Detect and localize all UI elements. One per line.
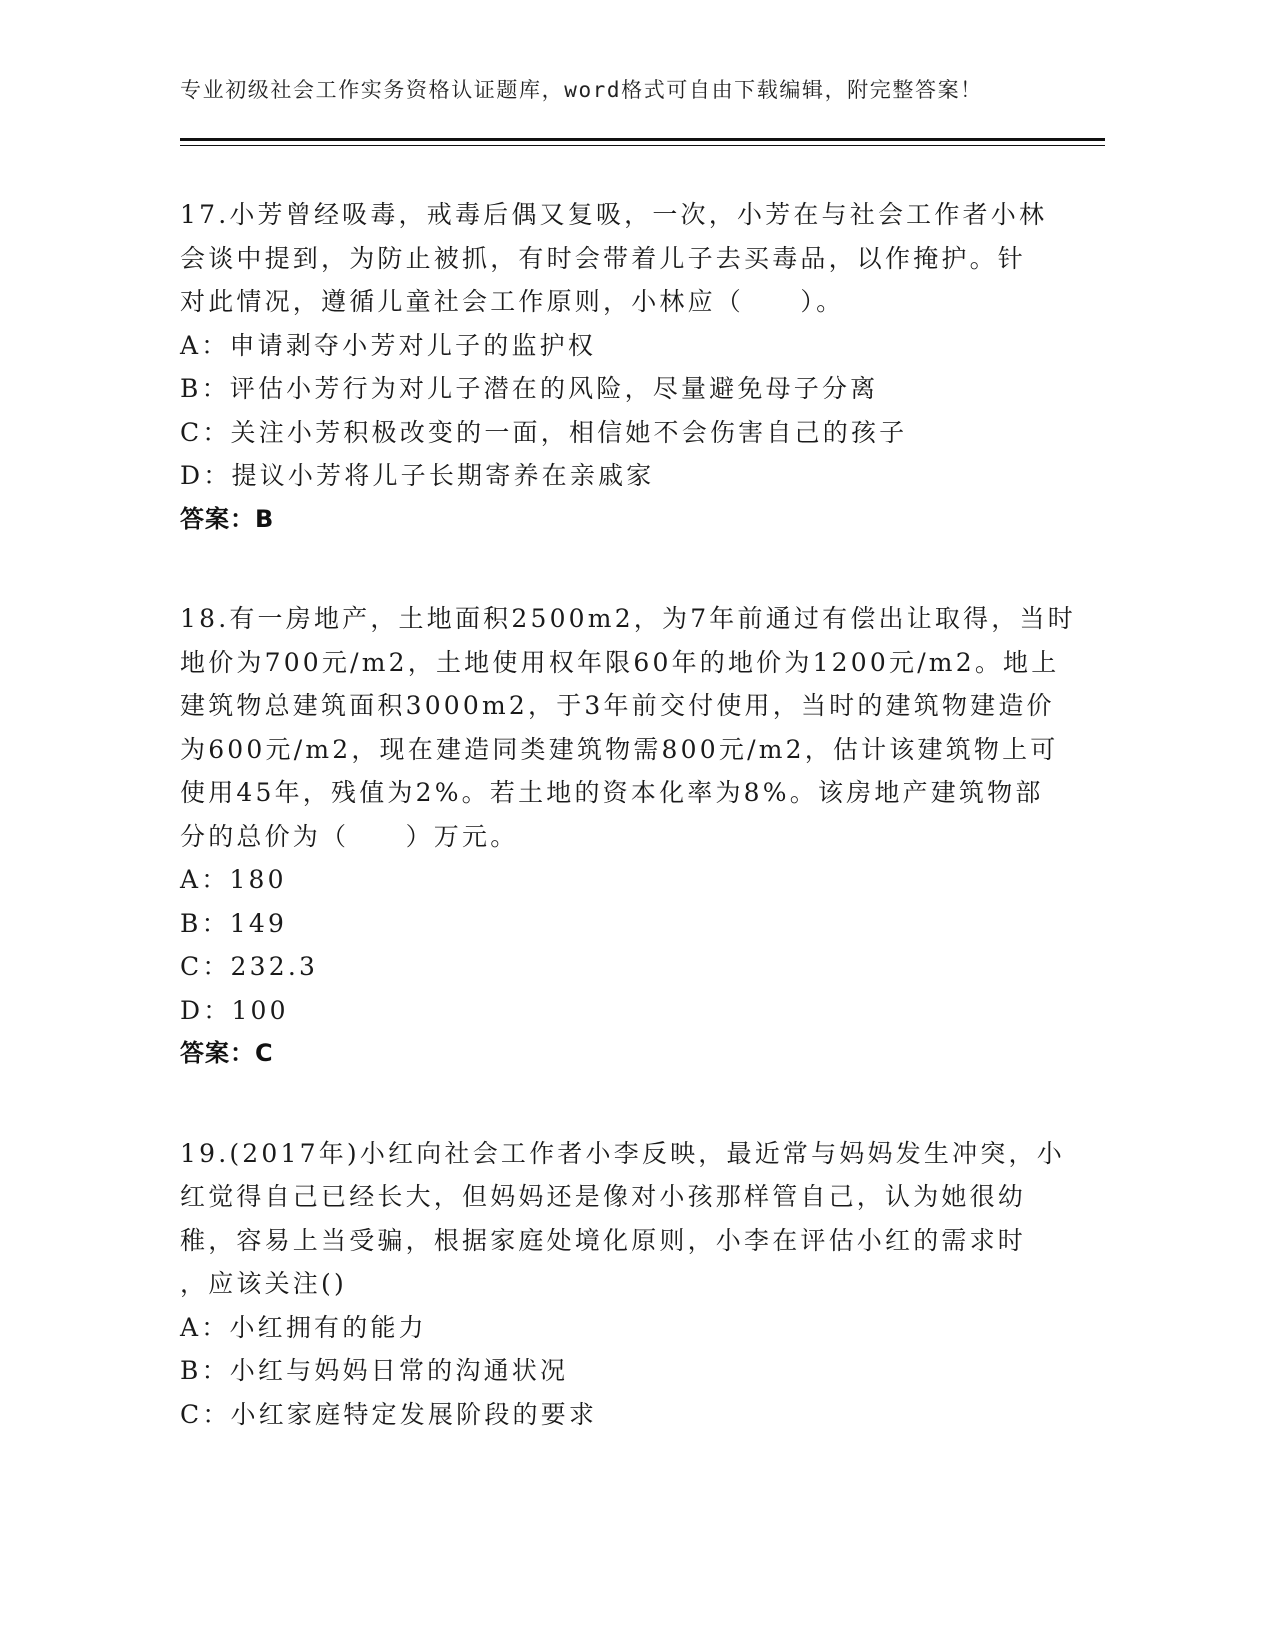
stem-line: 地价为700元/m2，土地使用权年限60年的地价为1200元/m2。地上 xyxy=(180,647,1060,677)
option-d: D：100 xyxy=(180,995,289,1025)
answer-label: 答案：B xyxy=(180,504,275,533)
question-stem xyxy=(180,193,1048,324)
stem-line: 17.小芳曾经吸毒，戒毒后偶又复吸，一次，小芳在与社会工作者小林 xyxy=(180,200,1048,229)
stem-line: 会谈中提到，为防止被抓，有时会带着儿子去买毒品，以作掩护。针 xyxy=(180,243,1027,273)
stem-line: ，应该关注() xyxy=(180,1269,347,1298)
question-list xyxy=(180,193,1076,1492)
stem-line: 建筑物总建筑面积3000m2，于3年前交付使用，当时的建筑物建造价 xyxy=(180,691,1055,720)
stem-line: 为600元/m2，现在建造同类建筑物需800元/m2，估计该建筑物上可 xyxy=(180,734,1059,764)
page-header: 专业初级社会工作实务资格认证题库，word格式可自由下载编辑，附完整答案！ xyxy=(180,78,983,102)
stem-line: 使用45年，残值为2%。若土地的资本化率为8%。该房地产建筑物部 xyxy=(180,778,1044,807)
option-a: A：小红拥有的能力 xyxy=(180,1312,427,1342)
option-a: A：180 xyxy=(180,865,287,894)
option-c: C：232.3 xyxy=(180,952,319,981)
question-18 xyxy=(180,597,1076,1076)
stem-line: 稚，容易上当受骗，根据家庭处境化原则，小李在评估小红的需求时 xyxy=(180,1225,1027,1255)
option-d: D：提议小芳将儿子长期寄养在亲戚家 xyxy=(180,461,655,490)
question-stem xyxy=(180,1132,1065,1306)
stem-line: 分的总价为（ ）万元。 xyxy=(180,821,519,851)
stem-line: 18.有一房地产，土地面积2500m2，为7年前通过有偿出让取得，当时 xyxy=(180,604,1076,633)
option-b: B：评估小芳行为对儿子潜在的风险，尽量避免母子分离 xyxy=(180,374,879,403)
option-b: B：小红与妈妈日常的沟通状况 xyxy=(180,1356,569,1385)
question-17 xyxy=(180,193,1048,541)
stem-line: 红觉得自己已经长大，但妈妈还是像对小孩那样管自己，认为她很幼 xyxy=(180,1182,1027,1211)
option-b: B：149 xyxy=(180,908,288,938)
header-divider-thin xyxy=(180,145,1105,146)
option-c: C：关注小芳积极改变的一面，相信她不会伤害自己的孩子 xyxy=(180,417,908,447)
stem-line: 19.(2017年)小红向社会工作者小李反映，最近常与妈妈发生冲突，小 xyxy=(180,1138,1065,1168)
question-stem xyxy=(180,597,1076,858)
question-19 xyxy=(180,1132,1065,1437)
option-c: C：小红家庭特定发展阶段的要求 xyxy=(180,1399,598,1429)
stem-line: 对此情况，遵循儿童社会工作原则，小林应（ ）。 xyxy=(180,287,845,316)
answer-label: 答案：C xyxy=(180,1039,274,1067)
header-divider-thick xyxy=(180,138,1105,141)
option-a: A：申请剥夺小芳对儿子的监护权 xyxy=(180,330,597,360)
